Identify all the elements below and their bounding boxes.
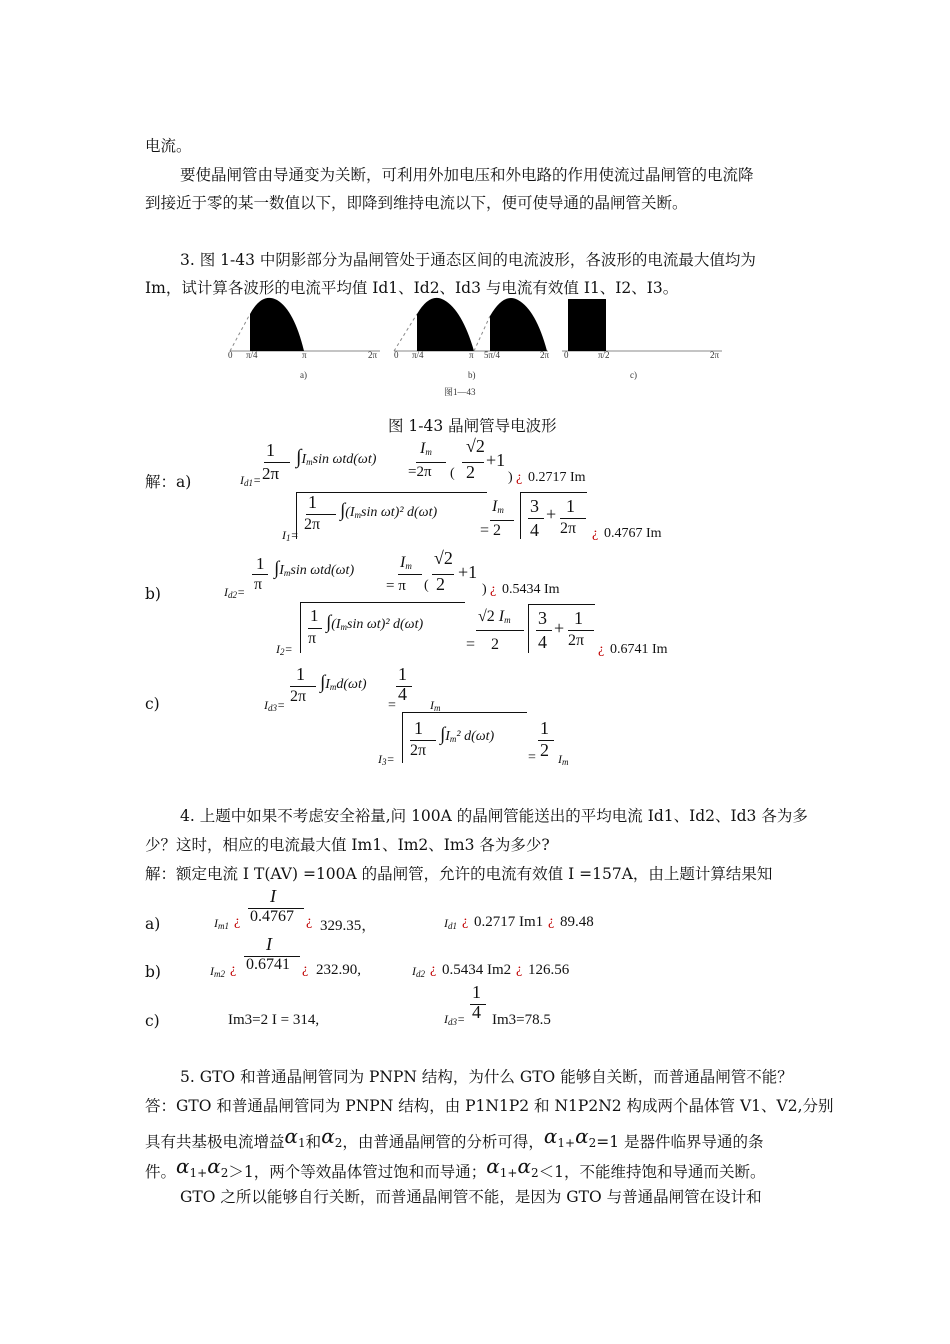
formula-i2: $I_2=$ 1 π $\int(I_m\sin$ ωt)² d(ωt) √2 $I_m$ = 2 3 4 + 1 2π ¿ 0.6741 Im [276,602,696,658]
tick-label: π/4 [412,350,424,360]
question-5-line1: 5. GTO 和普通晶闸管同为 PNPN 结构，为什么 GTO 能够自关断，而普通晶闸管不能？ [180,1068,793,1086]
solution-label-a: 解：a) [145,473,192,491]
formula-im2: $I_{m2}$ ¿ I 0.6741 ¿ 232.90, $I_{d2}$ ¿ 0.5434 Im2 ¿ 126.56 [210,934,570,979]
result-id1: 0.2717 Im [528,470,586,485]
text-span: 和 [305,1133,322,1151]
formula-im1: $I_{m1}$ ¿ I 0.4767 ¿ 329.35， $I_{d1}$ ¿ 0.2717 Im1 ¿ 89.48 [214,886,594,934]
subfigure-label: b) [468,370,476,380]
text-span: ，由普通晶闸管的分析可得， [342,1133,544,1151]
tick-label: π/4 [246,350,258,360]
text-span: =1 是器件临界导通的条 [596,1133,764,1151]
question-5-line4: 件。α1+α2＞1，两个等效晶体管过饱和而导通；α1+α2＜1，不能维持饱和导通而关断。 [145,1154,766,1181]
question-4-line1: 4. 上题中如果不考虑安全裕量,问 100A 的晶闸管能送出的平均电流 Id1、Id2、Id3 各为多 [180,807,808,825]
formula-id2: $I_{d2}=$ 1 π $\int I_m\sin$ ωtd(ωt) $I_m$ = π ( √2 2 +1 ) ¿ 0.5434 Im [224,548,560,600]
inner-caption: 图1—43 [444,387,476,397]
q4-label-b: b) [145,963,161,981]
figure-caption: 图 1-43 晶闸管导电波形 [388,417,557,435]
q4-label-a: a) [145,915,161,933]
tick-label: π [469,350,474,360]
result-id2: 0.5434 Im [502,582,560,597]
text-span: 具有共基极电流增益 [145,1133,285,1151]
text-span: 件。 [145,1163,177,1181]
question-4-line2: 少？这时，相应的电流最大值 Im1、Im2、Im3 各为多少? [145,836,550,854]
formula-i3: $I_3=$ 1 2π $\int I_m^2$ d(ωt) = 1 2 $I_m$ [378,712,618,770]
formula-id1: $I_{d1}=$ 1 2π $\int I_m\sin$ ωtd(ωt) $I_m$ =2π ( √2 2 +1 ) ¿ 0.2717 Im [240,436,586,488]
question-5-line3: 具有共基极电流增益α1和α2，由普通晶闸管的分析可得，α1+α2=1 是器件临界导通的条 [145,1124,764,1151]
solution-label-c: c) [145,695,160,713]
formula-i1: $I_1=$ 1 2π $\int(I_m\sin$ ωt)² d(ωt) $I_m$ = 2 3 4 + 1 2π ¿ 0.4767 Im [282,492,662,543]
question-4-line3: 解：额定电流 I T(AV) =100A 的晶闸管，允许的电流有效值 I =157A，由上题计算结果知 [145,865,773,883]
text-line: 要使晶闸管由导通变为关断，可利用外加电压和外电路的作用使流过晶闸管的电流降 [180,166,754,184]
solution-label-b: b) [145,585,161,603]
id1-expr: 0.2717 Im1 [474,914,544,930]
text-line: 到接近于零的某一数值以下，即降到维持电流以下，便可使导通的晶闸管关断。 [145,194,688,212]
tick-label: π [302,350,307,360]
id2-value: 126.56 [528,962,570,978]
question-3-line1: 3. 图 1-43 中阴影部分为晶闸管处于通态区间的电流波形，各波形的电流最大值均为 [180,251,756,269]
id3-expr: Im3=78.5 [492,1012,551,1028]
im1-value: 329.35， [320,918,377,934]
tick-label: 0 [228,350,233,360]
id1-value: 89.48 [560,914,594,930]
result-i2: 0.6741 Im [610,642,668,657]
formula-id3: $I_{d3}=$ 1 2π $\int I_md(\omega t)$ = 1 4 $I_m$ [264,664,441,713]
tick-label: 2π [710,350,720,360]
tick-label: 2π [368,350,378,360]
text-span: ＜1，不能维持饱和导通而关断。 [538,1163,766,1181]
im3-expr: Im3=2 I = 314, [228,1012,320,1028]
text-line: 电流。 [145,137,192,155]
formula-im3: Im3=2 I = 314, $I_{d3}=$ 1 4 Im3=78.5 [228,982,551,1028]
question-5-line5: GTO 之所以能够自行关断，而普通晶闸管不能，是因为 GTO 与普通晶闸管在设计和 [180,1188,762,1206]
tick-label: 2π [540,350,550,360]
im2-value: 232.90, [316,962,361,978]
text-span: ＞1，两个等效晶体管过饱和而导通； [228,1163,487,1181]
result-i1: 0.4767 Im [604,526,662,541]
tick-label: 0 [394,350,399,360]
tick-label: π/2 [598,350,610,360]
subfigure-label: c) [630,370,637,380]
question-5-line2: 答：GTO 和普通晶闸管同为 PNPN 结构，由 P1N1P2 和 N1P2N2 构成两个晶体管 V1、V2,分别 [145,1097,834,1115]
tick-label: 5π/4 [484,350,501,360]
id2-expr: 0.5434 Im2 [442,962,512,978]
q4-label-c: c) [145,1012,160,1030]
tick-label: 0 [564,350,569,360]
question-3-line2: Im，试计算各波形的电流平均值 Id1、Id2、Id3 与电流有效值 I1、I2、I3。 [145,279,679,297]
subfigure-label: a) [300,370,307,380]
waveform-figure [222,294,732,402]
